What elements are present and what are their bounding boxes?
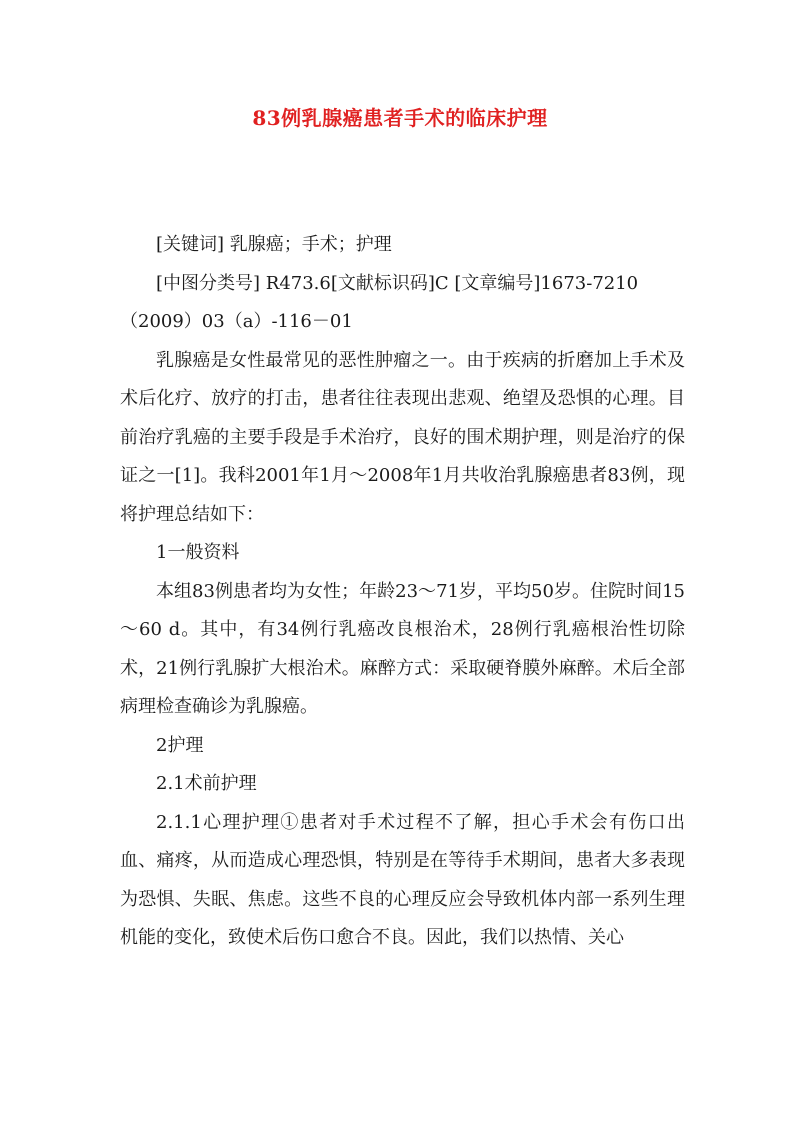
intro-paragraph: 乳腺癌是女性最常见的恶性肿瘤之一。由于疾病的折磨加上手术及术后化疗、放疗的打击，患者往往表现出悲观、绝望及恐惧的心理。目前治疗乳癌的主要手段是手术治疗，良好的围术期护理，则是治疗的保证之一[1]。我科2001年1月～2008年1月共收治乳腺癌患者83例，现将护理总结如下：: [120, 349, 685, 525]
classification-line-continued: （2009）03（a）-116－01: [120, 311, 353, 332]
keywords-line: [关键词] 乳腺癌；手术；护理: [156, 234, 392, 255]
document-title: 83例乳腺癌患者手术的临床护理: [252, 106, 548, 130]
section-heading-general-data: 1一般资料: [156, 542, 240, 563]
document-body: [120, 226, 685, 958]
classification-line: [中图分类号] R473.6[文献标识码]C [文章编号]1673-7210: [156, 272, 639, 294]
section-heading-nursing: 2护理: [156, 734, 204, 756]
psychological-nursing-paragraph: 2.1.1心理护理①患者对手术过程不了解，担心手术会有伤口出血、痛疼，从而造成心理恐惧，特别是在等待手术期间，患者大多表现为恐惧、失眠、焦虑。这些不良的心理反应会导致机体内部一系列生理机能的变化，致使术后伤口愈合不良。因此，我们以热情、关心: [120, 811, 685, 948]
general-data-paragraph: 本组83例患者均为女性；年龄23～71岁，平均50岁。住院时间15～60 d。其中，有34例行乳癌改良根治术，28例行乳癌根治性切除术，21例行乳腺扩大根治术。麻醉方式：采取硬脊膜外麻醉。术后全部病理检查确诊为乳腺癌。: [120, 580, 685, 717]
section-heading-preoperative-nursing: 2.1术前护理: [156, 773, 257, 794]
